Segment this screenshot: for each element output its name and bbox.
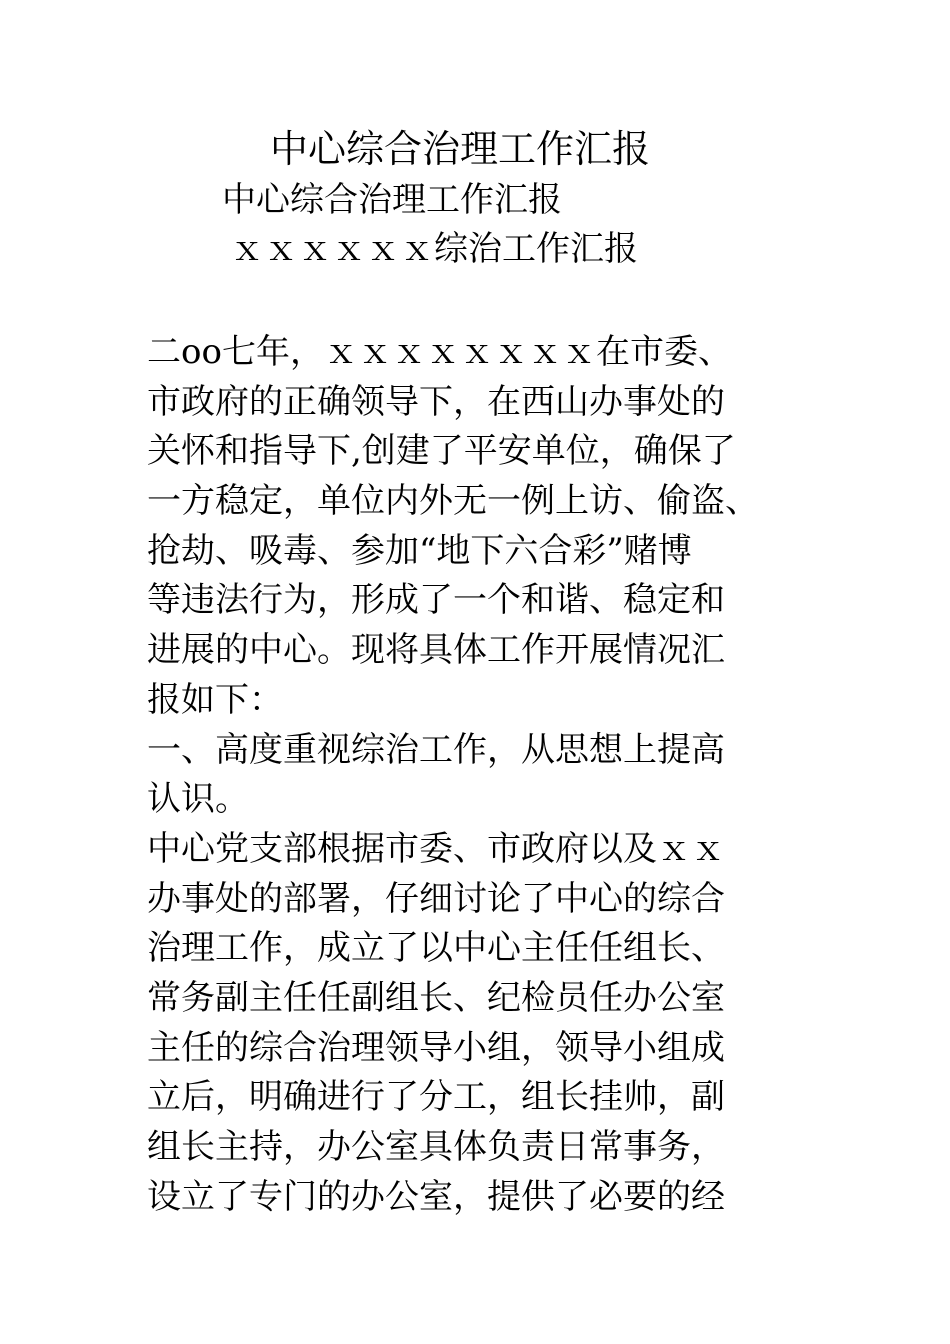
body-line: 中心党支部根据市委、市政府以及ｘｘ: [147, 828, 725, 869]
document-body: [147, 328, 827, 1222]
body-line: 关怀和指导下,创建了平安单位，确保了: [147, 431, 736, 472]
body-line: 立后，明确进行了分工，组长挂帅，副: [147, 1077, 725, 1118]
section-heading: 一、高度重视综治工作，从思想上提高: [147, 729, 725, 770]
body-line: 报如下：: [147, 679, 283, 720]
document-title: 中心综合治理工作汇报: [270, 127, 651, 171]
body-line: 常务副主任任副组长、纪检员任办公室: [147, 977, 725, 1018]
document-org-title: ｘｘｘｘｘｘ综治工作汇报: [230, 229, 638, 269]
section-heading: 认识。: [147, 779, 249, 820]
body-line: 抢劫、吸毒、参加“地下六合彩”赌博: [147, 530, 692, 571]
body-line: 市政府的正确领导下，在西山办事处的: [147, 381, 725, 422]
body-line: 等违法行为，形成了一个和谐、稳定和: [147, 580, 725, 621]
body-line: 进展的中心。现将具体工作开展情况汇: [147, 630, 725, 671]
body-line: 组长主持，办公室具体负责日常事务，: [147, 1127, 725, 1167]
body-line: 一方稳定，单位内外无一例上访、偷盗、: [147, 481, 759, 522]
body-line: 办事处的部署，仔细讨论了中心的综合: [147, 878, 725, 919]
body-line: 治理工作，成立了以中心主任任组长、: [147, 928, 725, 969]
document-subtitle: 中心综合治理工作汇报: [222, 180, 562, 220]
body-line: 二oo七年，ｘｘｘｘｘｘｘｘ在市委、: [147, 332, 732, 372]
body-line: 主任的综合治理领导小组，领导小组成: [147, 1027, 725, 1068]
body-line: 设立了专门的办公室，提供了必要的经: [147, 1176, 725, 1217]
